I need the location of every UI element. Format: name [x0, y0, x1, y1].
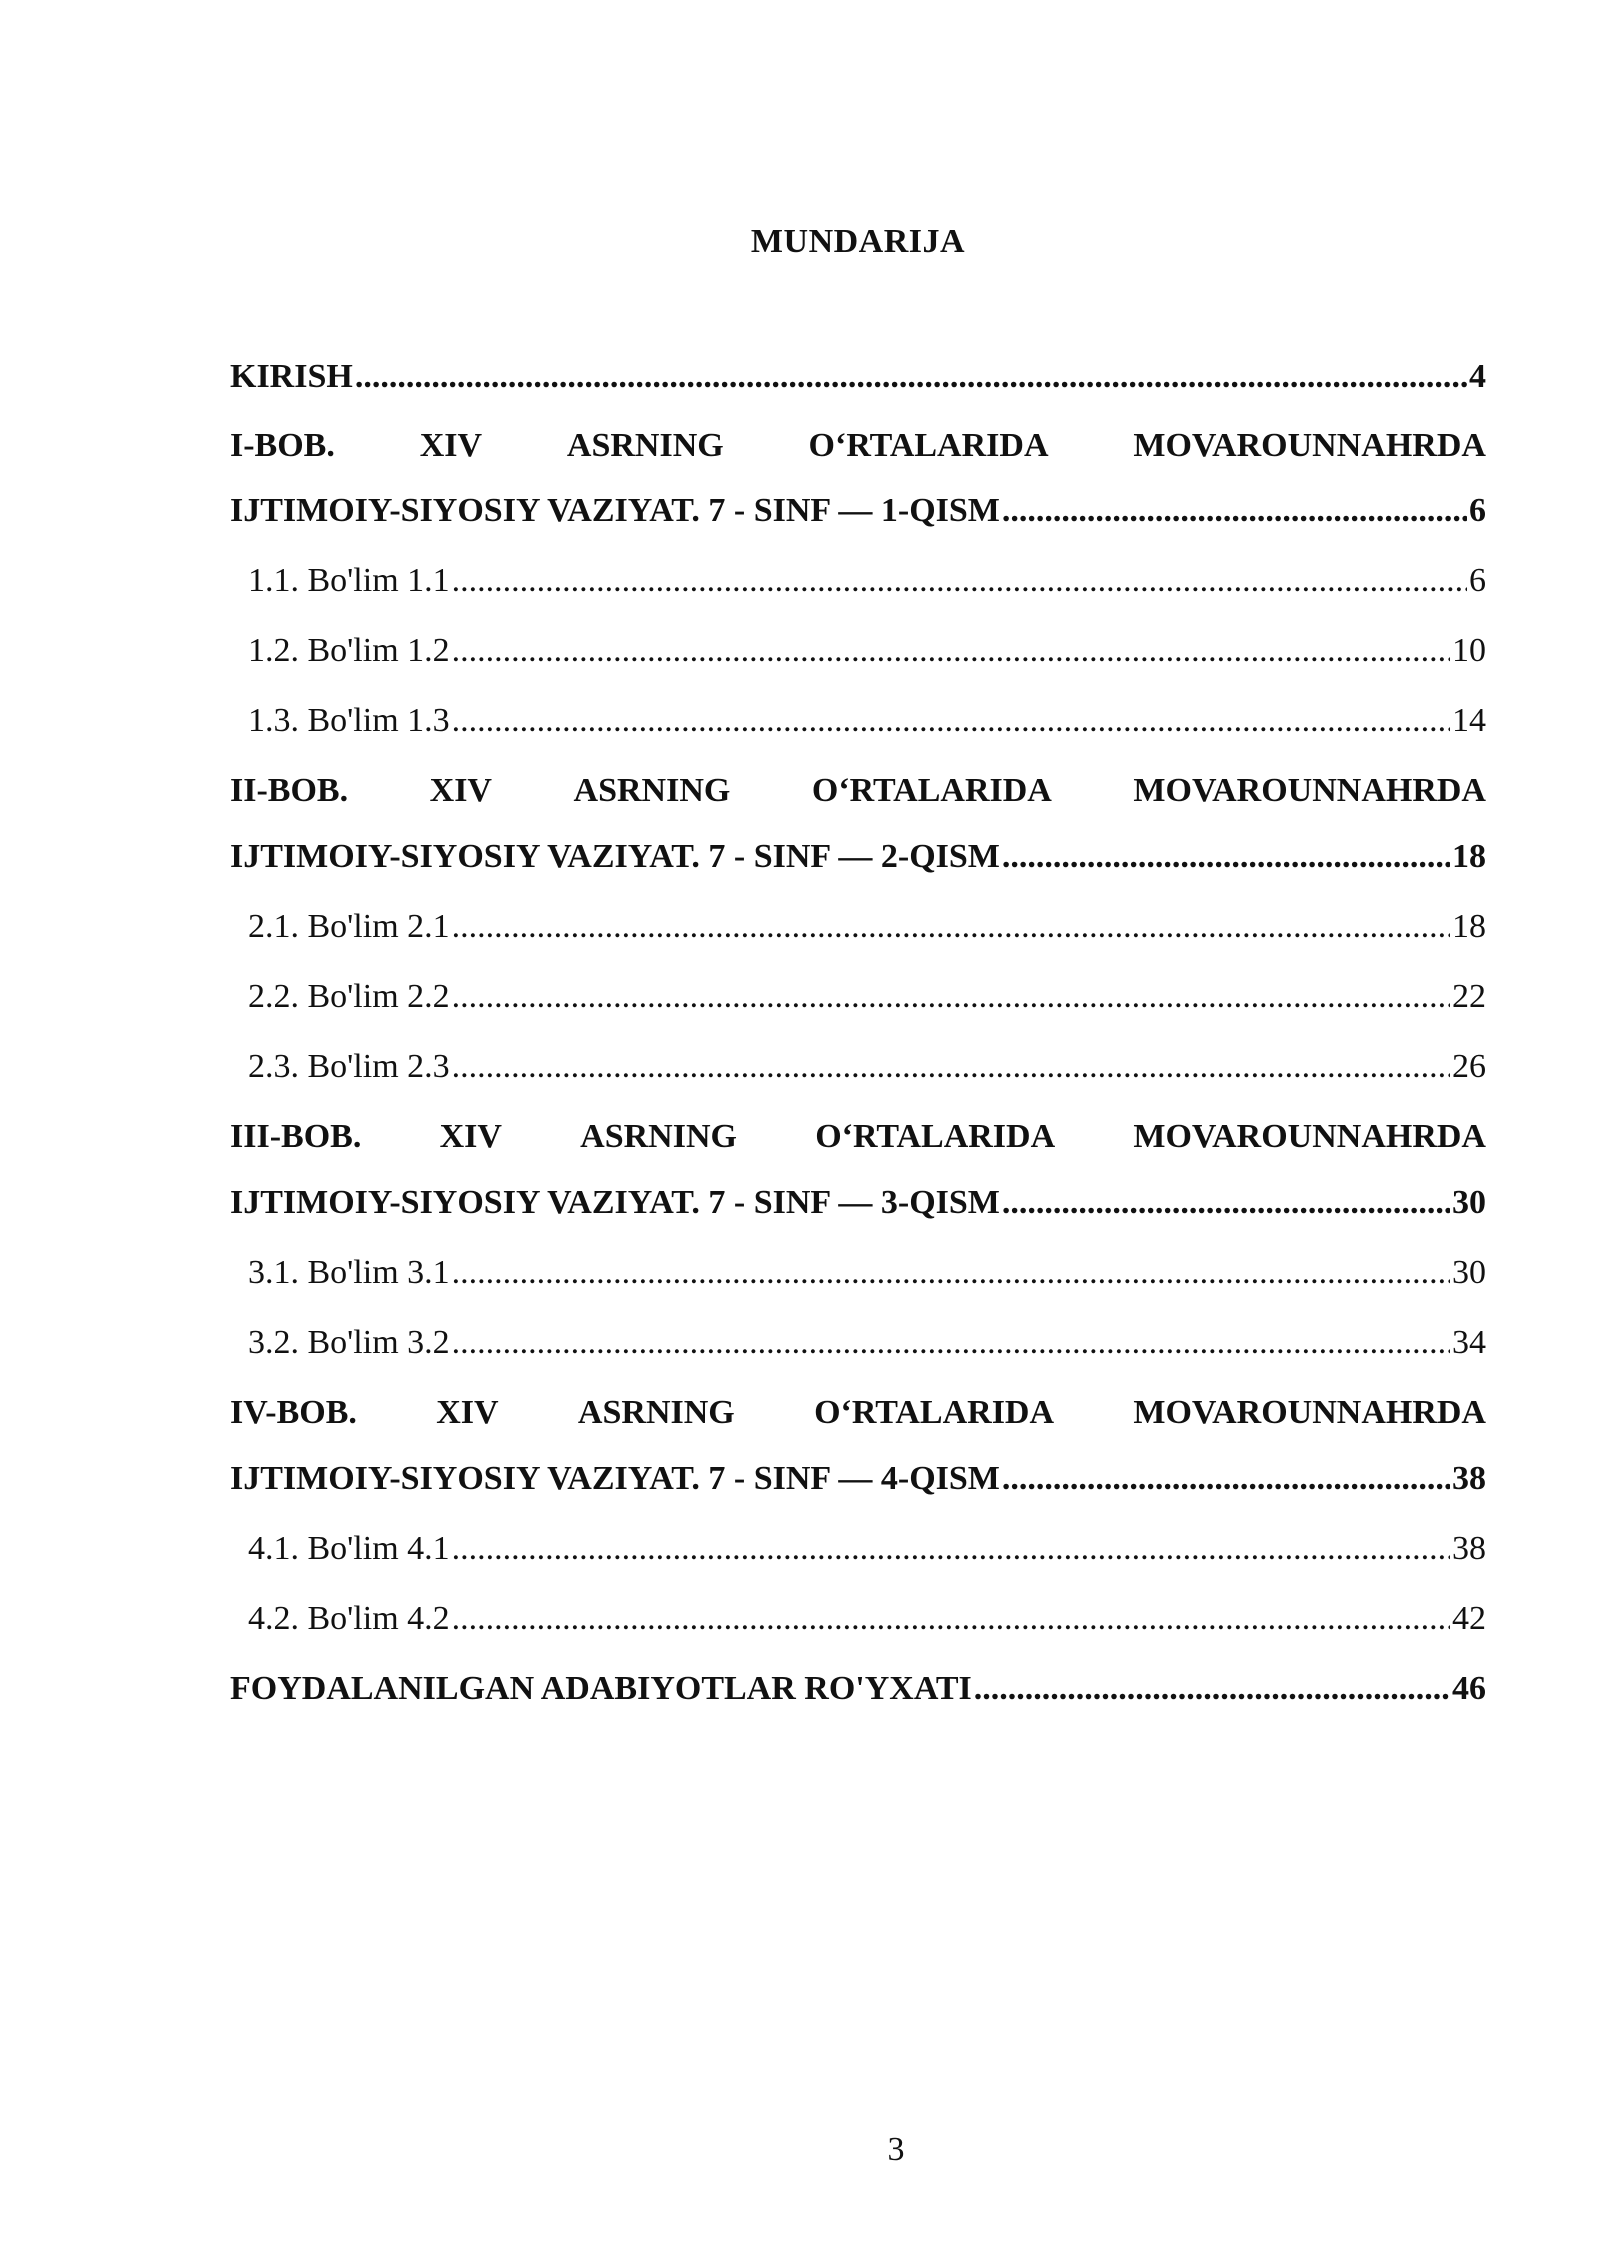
heading-word: MOVAROUNNAHRDA: [1133, 427, 1486, 464]
toc-entry-3-1[interactable]: [248, 1251, 1486, 1295]
dot-leader: [452, 1045, 1450, 1089]
toc-entry-label: IJTIMOIY-SIYOSIY VAZIYAT. 7 - SINF — 4-QISM: [230, 1460, 1000, 1497]
toc-entry-1-2[interactable]: [248, 629, 1486, 673]
heading-word: MOVAROUNNAHRDA: [1133, 772, 1486, 809]
heading-word: ASRNING: [580, 1118, 737, 1155]
dot-leader: [1002, 1457, 1450, 1501]
toc-entry-page: 6: [1469, 562, 1486, 599]
toc-entry-chapter-4[interactable]: [230, 1457, 1486, 1501]
heading-word: XIV: [436, 1394, 499, 1431]
toc-entry-4-2[interactable]: [248, 1597, 1486, 1641]
toc-entry-chapter-2[interactable]: [230, 835, 1486, 879]
toc-entry-page: 38: [1452, 1530, 1486, 1567]
chapter-heading-2[interactable]: [230, 769, 1486, 813]
toc-entry-page: 22: [1452, 978, 1486, 1015]
dot-leader: [1002, 835, 1450, 879]
toc-entry-1-3[interactable]: [248, 699, 1486, 743]
toc-entry-2-3[interactable]: [248, 1045, 1486, 1089]
toc-entry-4-1[interactable]: [248, 1527, 1486, 1571]
heading-word: I-BOB.: [230, 427, 335, 464]
toc-entry-3-2[interactable]: [248, 1321, 1486, 1365]
toc-entry-label: 4.1. Bo'lim 4.1: [248, 1530, 450, 1567]
toc-entry-label: 1.3. Bo'lim 1.3: [248, 702, 450, 739]
toc-entry-1-1[interactable]: [248, 559, 1486, 603]
toc-entry-page: 30: [1452, 1254, 1486, 1291]
heading-word: ASRNING: [577, 1394, 735, 1431]
dot-leader: [452, 1321, 1450, 1365]
toc-entry-label: 4.2. Bo'lim 4.2: [248, 1600, 450, 1637]
chapter-heading-3[interactable]: [230, 1115, 1486, 1159]
dot-leader: [452, 699, 1450, 743]
toc-entry-label: 3.1. Bo'lim 3.1: [248, 1254, 450, 1291]
toc-entry-page: 38: [1452, 1460, 1486, 1497]
toc-entry-label: IJTIMOIY-SIYOSIY VAZIYAT. 7 - SINF — 1-QISM: [230, 492, 1000, 529]
heading-word: O‘RTALARIDA: [811, 772, 1052, 809]
toc-entry-page: 26: [1452, 1048, 1486, 1085]
toc-entry-references[interactable]: [230, 1667, 1486, 1711]
toc-entry-label: IJTIMOIY-SIYOSIY VAZIYAT. 7 - SINF — 2-QISM: [230, 838, 1000, 875]
heading-word: O‘RTALARIDA: [815, 1118, 1056, 1155]
heading-word: XIV: [439, 1118, 502, 1155]
toc-entry-page: 46: [1452, 1670, 1486, 1707]
heading-word: MOVAROUNNAHRDA: [1133, 1118, 1486, 1155]
dot-leader: [1002, 1181, 1450, 1225]
toc-entry-label: 1.1. Bo'lim 1.1: [248, 562, 450, 599]
toc-entry-page: 4: [1469, 358, 1486, 395]
toc-entry-2-1[interactable]: [248, 905, 1486, 949]
toc-entry-chapter-3[interactable]: [230, 1181, 1486, 1225]
toc-entry-page: 30: [1452, 1184, 1486, 1221]
heading-word: MOVAROUNNAHRDA: [1133, 1394, 1486, 1431]
heading-word: ASRNING: [566, 427, 724, 464]
toc-entry-label: 2.3. Bo'lim 2.3: [248, 1048, 450, 1085]
dot-leader: [1002, 489, 1467, 533]
heading-word: O‘RTALARIDA: [808, 427, 1049, 464]
dot-leader: [452, 1527, 1450, 1571]
dot-leader: [452, 905, 1450, 949]
dot-leader: [452, 629, 1450, 673]
page-title: MUNDARIJA: [750, 223, 966, 260]
toc-entry-label: 3.2. Bo'lim 3.2: [248, 1324, 450, 1361]
heading-word: IV-BOB.: [230, 1394, 357, 1431]
dot-leader: [452, 975, 1450, 1019]
toc-entry-2-2[interactable]: [248, 975, 1486, 1019]
toc-entry-label: 2.1. Bo'lim 2.1: [248, 908, 450, 945]
toc-entry-chapter-1[interactable]: [230, 489, 1486, 533]
toc-entry-label: 1.2. Bo'lim 1.2: [248, 632, 450, 669]
toc-entry-page: 10: [1452, 632, 1486, 669]
dot-leader: [452, 1251, 1450, 1295]
toc-entry-page: 18: [1452, 908, 1486, 945]
chapter-heading-1[interactable]: [230, 424, 1486, 468]
heading-word: II-BOB.: [230, 772, 349, 809]
toc-entry-label: 2.2. Bo'lim 2.2: [248, 978, 450, 1015]
chapter-heading-4[interactable]: [230, 1391, 1486, 1435]
toc-entry-kirish[interactable]: [230, 355, 1486, 399]
dot-leader: [974, 1667, 1450, 1711]
toc-entry-label: IJTIMOIY-SIYOSIY VAZIYAT. 7 - SINF — 3-QISM: [230, 1184, 1000, 1221]
toc-entry-page: 34: [1452, 1324, 1486, 1361]
toc-entry-page: 42: [1452, 1600, 1486, 1637]
dot-leader: [452, 559, 1467, 603]
heading-word: O‘RTALARIDA: [814, 1394, 1055, 1431]
heading-word: ASRNING: [573, 772, 731, 809]
heading-word: XIV: [429, 772, 492, 809]
toc-entry-label: KIRISH: [230, 358, 353, 395]
toc-entry-page: 14: [1452, 702, 1486, 739]
dot-leader: [452, 1597, 1450, 1641]
heading-word: III-BOB.: [230, 1118, 362, 1155]
toc-entry-page: 6: [1469, 492, 1486, 529]
toc-entry-label: FOYDALANILGAN ADABIYOTLAR RO'YXATI: [230, 1670, 972, 1707]
dot-leader: [355, 355, 1467, 399]
heading-word: XIV: [419, 427, 483, 464]
page-number: 3: [887, 2131, 905, 2168]
toc-entry-page: 18: [1452, 838, 1486, 875]
